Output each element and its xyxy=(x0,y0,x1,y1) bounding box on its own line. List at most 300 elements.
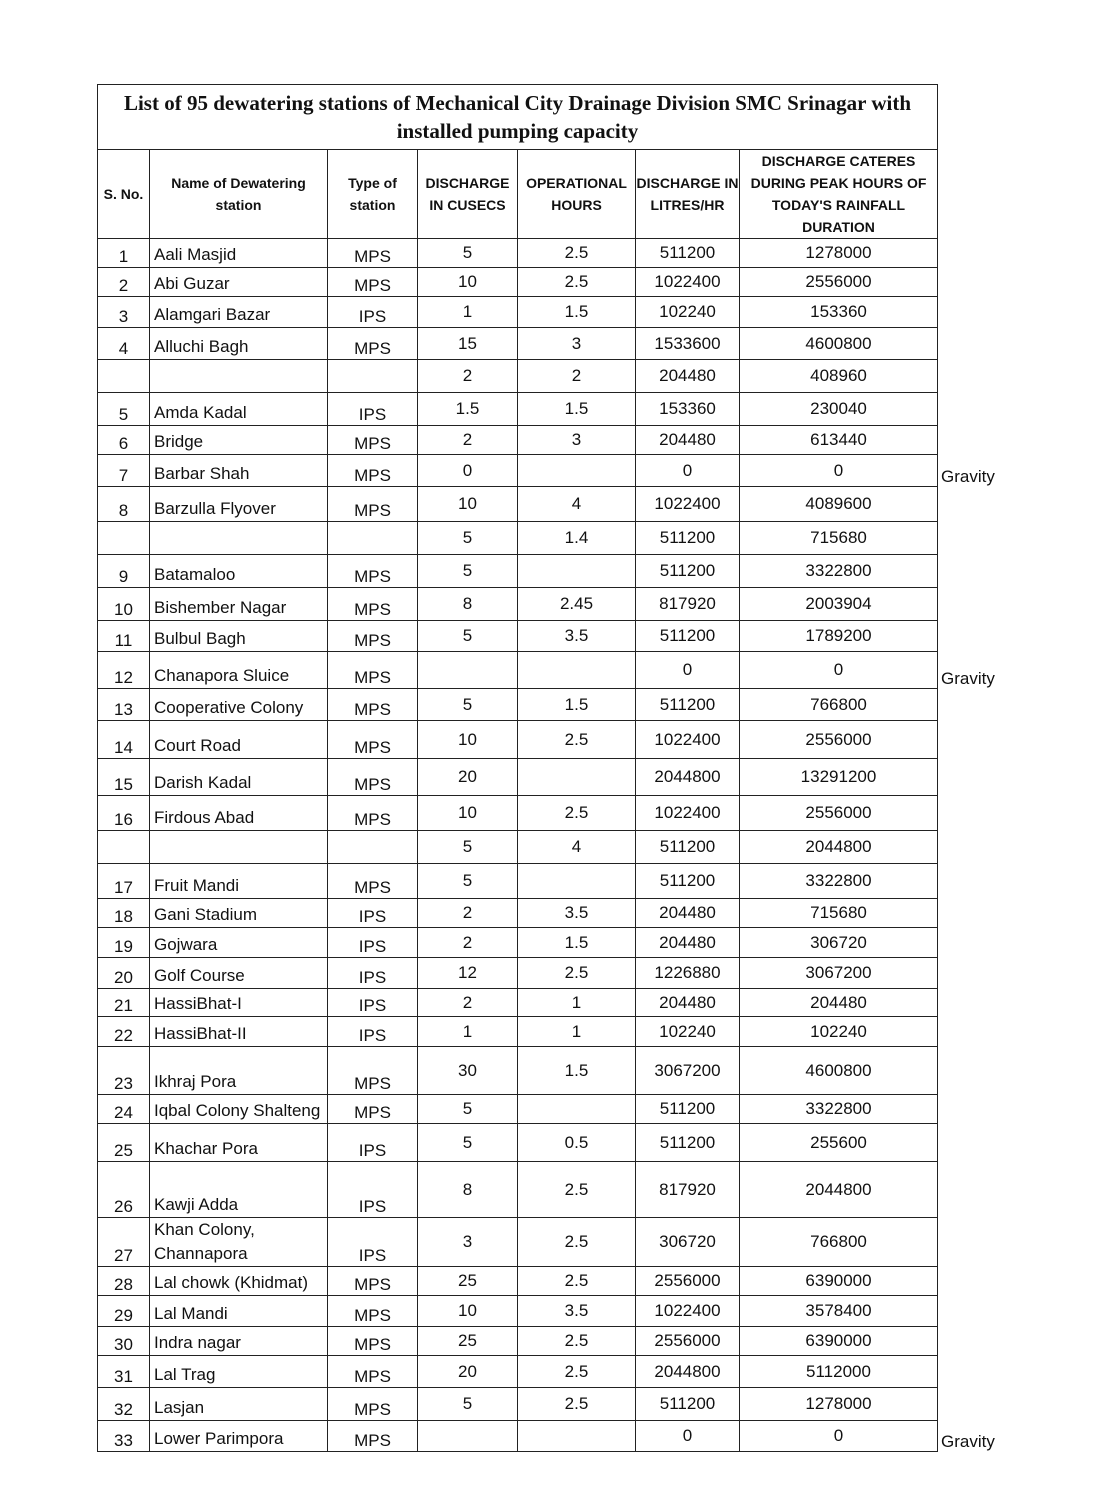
row-discharge-cusecs: 5 xyxy=(418,555,518,588)
row-discharge-cusecs: 2 xyxy=(418,928,518,958)
row-operational-hours: 1 xyxy=(518,989,636,1017)
row-note xyxy=(938,1124,1018,1162)
table-row xyxy=(98,621,1018,652)
row-sno: 7 xyxy=(98,455,150,487)
row-sno: 20 xyxy=(98,958,150,989)
row-discharge-litres: 511200 xyxy=(636,689,740,721)
row-station-name: Alamgari Bazar xyxy=(150,297,328,328)
table-row xyxy=(98,831,1018,864)
row-station-type: MPS xyxy=(328,328,418,360)
row-discharge-cusecs xyxy=(418,652,518,689)
row-peak-discharge: 3578400 xyxy=(740,1296,938,1327)
table-row xyxy=(98,928,1018,958)
row-note xyxy=(938,1356,1018,1388)
table-row xyxy=(98,899,1018,928)
row-sno: 18 xyxy=(98,899,150,928)
row-station-type: MPS xyxy=(328,689,418,721)
row-sno: 31 xyxy=(98,1356,150,1388)
row-station-type: IPS xyxy=(328,1017,418,1047)
row-sno xyxy=(98,522,150,555)
row-sno: 33 xyxy=(98,1421,150,1452)
row-discharge-cusecs: 25 xyxy=(418,1267,518,1296)
row-station-type: MPS xyxy=(328,796,418,831)
row-discharge-cusecs: 15 xyxy=(418,328,518,360)
row-note xyxy=(938,864,1018,899)
row-operational-hours: 3 xyxy=(518,426,636,455)
table-row xyxy=(98,689,1018,721)
row-peak-discharge: 0 xyxy=(740,455,938,487)
row-peak-discharge: 230040 xyxy=(740,393,938,426)
row-discharge-cusecs xyxy=(418,1421,518,1452)
row-discharge-litres: 1022400 xyxy=(636,796,740,831)
table-row xyxy=(98,1047,1018,1095)
row-station-type: MPS xyxy=(328,426,418,455)
row-station-type: MPS xyxy=(328,555,418,588)
row-note xyxy=(938,721,1018,759)
row-discharge-litres: 511200 xyxy=(636,864,740,899)
table-row xyxy=(98,1296,1018,1327)
title-spacer xyxy=(938,85,1018,150)
row-discharge-cusecs: 10 xyxy=(418,1296,518,1327)
row-discharge-litres: 511200 xyxy=(636,1388,740,1421)
table-row xyxy=(98,989,1018,1017)
table-row xyxy=(98,1124,1018,1162)
row-operational-hours: 2.5 xyxy=(518,239,636,268)
row-peak-discharge: 102240 xyxy=(740,1017,938,1047)
header-discharge-litres: DISCHARGE IN LITRES/HR xyxy=(636,150,740,239)
row-peak-discharge: 4089600 xyxy=(740,487,938,522)
row-note: Gravity xyxy=(941,668,995,688)
row-sno: 4 xyxy=(98,328,150,360)
row-operational-hours: 2.5 xyxy=(518,958,636,989)
row-discharge-litres: 1022400 xyxy=(636,487,740,522)
row-station-name: Barbar Shah xyxy=(150,455,328,487)
row-note xyxy=(938,958,1018,989)
row-peak-discharge: 4600800 xyxy=(740,1047,938,1095)
row-discharge-cusecs: 1 xyxy=(418,1017,518,1047)
row-sno: 2 xyxy=(98,268,150,297)
row-station-name: Darish Kadal xyxy=(150,759,328,796)
row-discharge-cusecs: 25 xyxy=(418,1327,518,1356)
row-discharge-litres: 511200 xyxy=(636,621,740,652)
row-station-name: Aali Masjid xyxy=(150,239,328,268)
header-operational-hours: OPERATIONAL HOURS xyxy=(518,150,636,239)
row-discharge-cusecs: 20 xyxy=(418,1356,518,1388)
row-discharge-litres: 1022400 xyxy=(636,721,740,759)
row-note xyxy=(938,522,1018,555)
row-sno: 8 xyxy=(98,487,150,522)
row-station-type: IPS xyxy=(328,1124,418,1162)
row-station-name: Abi Guzar xyxy=(150,268,328,297)
row-station-name: Bishember Nagar xyxy=(150,588,328,621)
row-discharge-litres: 2044800 xyxy=(636,1356,740,1388)
row-operational-hours xyxy=(518,759,636,796)
row-discharge-cusecs: 5 xyxy=(418,1095,518,1124)
row-peak-discharge: 5112000 xyxy=(740,1356,938,1388)
row-discharge-cusecs: 2 xyxy=(418,989,518,1017)
row-station-name: Gani Stadium xyxy=(150,899,328,928)
table-row xyxy=(98,864,1018,899)
row-operational-hours: 3.5 xyxy=(518,621,636,652)
row-peak-discharge: 0 xyxy=(740,1421,938,1452)
row-discharge-litres: 0 xyxy=(636,1421,740,1452)
row-note xyxy=(938,796,1018,831)
row-discharge-litres: 2556000 xyxy=(636,1327,740,1356)
row-discharge-litres: 1022400 xyxy=(636,268,740,297)
row-peak-discharge: 3322800 xyxy=(740,1095,938,1124)
row-station-name: Alluchi Bagh xyxy=(150,328,328,360)
row-note: Gravity xyxy=(941,1431,995,1451)
row-note xyxy=(938,989,1018,1017)
row-operational-hours: 2.45 xyxy=(518,588,636,621)
row-discharge-cusecs: 2 xyxy=(418,899,518,928)
row-sno xyxy=(98,360,150,393)
row-operational-hours: 2.5 xyxy=(518,1327,636,1356)
row-sno: 1 xyxy=(98,239,150,268)
row-operational-hours: 1.4 xyxy=(518,522,636,555)
row-station-type: MPS xyxy=(328,239,418,268)
row-peak-discharge: 715680 xyxy=(740,522,938,555)
header-sno: S. No. xyxy=(98,150,150,239)
header-peak-discharge: DISCHARGE CATERES DURING PEAK HOURS OF TODAY'S RAINFALL DURATION xyxy=(740,150,938,239)
row-discharge-cusecs: 5 xyxy=(418,831,518,864)
row-station-type: MPS xyxy=(328,487,418,522)
row-operational-hours: 0.5 xyxy=(518,1124,636,1162)
row-operational-hours: 2.5 xyxy=(518,268,636,297)
row-station-type: IPS xyxy=(328,928,418,958)
row-operational-hours: 1 xyxy=(518,1017,636,1047)
table-row xyxy=(98,1218,1018,1267)
row-note xyxy=(938,1327,1018,1356)
row-note xyxy=(938,621,1018,652)
row-station-name: Barzulla Flyover xyxy=(150,487,328,522)
row-discharge-cusecs: 10 xyxy=(418,487,518,522)
row-sno: 13 xyxy=(98,689,150,721)
row-station-type: MPS xyxy=(328,1356,418,1388)
row-note xyxy=(938,831,1018,864)
row-station-type: MPS xyxy=(328,1267,418,1296)
row-station-type: MPS xyxy=(328,1095,418,1124)
row-discharge-litres: 1226880 xyxy=(636,958,740,989)
row-discharge-litres: 204480 xyxy=(636,426,740,455)
row-operational-hours xyxy=(518,555,636,588)
table-row xyxy=(98,1095,1018,1124)
row-station-name xyxy=(150,522,328,555)
header-row xyxy=(98,150,1018,239)
row-peak-discharge: 0 xyxy=(740,652,938,689)
row-peak-discharge: 13291200 xyxy=(740,759,938,796)
row-station-name: Firdous Abad xyxy=(150,796,328,831)
row-note xyxy=(938,297,1018,328)
row-station-type: MPS xyxy=(328,268,418,297)
row-peak-discharge: 1278000 xyxy=(740,239,938,268)
row-sno xyxy=(98,831,150,864)
header-type: Type of station xyxy=(328,150,418,239)
row-station-name: Gojwara xyxy=(150,928,328,958)
row-discharge-cusecs: 2 xyxy=(418,360,518,393)
row-discharge-litres: 102240 xyxy=(636,297,740,328)
header-spacer xyxy=(938,150,1018,239)
row-operational-hours: 2.5 xyxy=(518,1388,636,1421)
row-discharge-cusecs: 5 xyxy=(418,1388,518,1421)
row-station-name: Khachar Pora xyxy=(150,1124,328,1162)
row-peak-discharge: 613440 xyxy=(740,426,938,455)
row-discharge-cusecs: 1 xyxy=(418,297,518,328)
row-peak-discharge: 715680 xyxy=(740,899,938,928)
header-discharge-cusecs: DISCHARGE IN CUSECS xyxy=(418,150,518,239)
row-sno: 15 xyxy=(98,759,150,796)
row-note xyxy=(938,928,1018,958)
row-sno: 24 xyxy=(98,1095,150,1124)
row-operational-hours: 1.5 xyxy=(518,928,636,958)
row-peak-discharge: 3067200 xyxy=(740,958,938,989)
row-operational-hours: 2.5 xyxy=(518,721,636,759)
row-station-name: Court Road xyxy=(150,721,328,759)
row-sno: 25 xyxy=(98,1124,150,1162)
row-note xyxy=(938,328,1018,360)
row-discharge-litres: 511200 xyxy=(636,522,740,555)
row-discharge-cusecs: 12 xyxy=(418,958,518,989)
row-station-name: Bridge xyxy=(150,426,328,455)
row-station-type: IPS xyxy=(328,1218,418,1267)
row-peak-discharge: 306720 xyxy=(740,928,938,958)
table-row xyxy=(98,297,1018,328)
table-row xyxy=(98,652,1018,689)
row-operational-hours: 2.5 xyxy=(518,796,636,831)
row-discharge-cusecs: 1.5 xyxy=(418,393,518,426)
row-station-name: Golf Course xyxy=(150,958,328,989)
table-row xyxy=(98,328,1018,360)
row-discharge-litres: 817920 xyxy=(636,588,740,621)
row-operational-hours: 2.5 xyxy=(518,1218,636,1267)
row-discharge-litres: 3067200 xyxy=(636,1047,740,1095)
row-discharge-litres: 204480 xyxy=(636,928,740,958)
row-discharge-litres: 511200 xyxy=(636,555,740,588)
row-operational-hours: 2.5 xyxy=(518,1162,636,1218)
row-peak-discharge: 2556000 xyxy=(740,721,938,759)
row-station-type: IPS xyxy=(328,393,418,426)
row-station-name: Lal chowk (Khidmat) xyxy=(150,1267,328,1296)
row-peak-discharge: 766800 xyxy=(740,1218,938,1267)
row-station-name: Kawji Adda xyxy=(150,1162,328,1218)
row-operational-hours: 2.5 xyxy=(518,1267,636,1296)
table-row xyxy=(98,796,1018,831)
row-station-type: MPS xyxy=(328,864,418,899)
row-peak-discharge: 255600 xyxy=(740,1124,938,1162)
row-station-type: MPS xyxy=(328,1296,418,1327)
document-title: List of 95 dewatering stations of Mechanical City Drainage Division SMC Srinagar with installed pumping capacity xyxy=(98,85,938,150)
row-peak-discharge: 408960 xyxy=(740,360,938,393)
row-sno: 22 xyxy=(98,1017,150,1047)
row-station-name: Lasjan xyxy=(150,1388,328,1421)
table-row xyxy=(98,759,1018,796)
row-note xyxy=(938,1388,1018,1421)
table-row xyxy=(98,1356,1018,1388)
row-peak-discharge: 2044800 xyxy=(740,831,938,864)
row-discharge-cusecs: 8 xyxy=(418,588,518,621)
row-operational-hours xyxy=(518,455,636,487)
table-row xyxy=(98,1421,1018,1452)
row-station-type: MPS xyxy=(328,1327,418,1356)
row-discharge-litres: 204480 xyxy=(636,360,740,393)
row-discharge-cusecs: 5 xyxy=(418,239,518,268)
row-note xyxy=(938,393,1018,426)
row-sno: 10 xyxy=(98,588,150,621)
row-station-type: IPS xyxy=(328,297,418,328)
row-discharge-cusecs: 5 xyxy=(418,522,518,555)
table-row xyxy=(98,455,1018,487)
row-station-name: Chanapora Sluice xyxy=(150,652,328,689)
row-operational-hours: 4 xyxy=(518,487,636,522)
row-peak-discharge: 2044800 xyxy=(740,1162,938,1218)
row-discharge-litres: 2556000 xyxy=(636,1267,740,1296)
row-sno: 21 xyxy=(98,989,150,1017)
row-peak-discharge: 3322800 xyxy=(740,555,938,588)
row-operational-hours: 1.5 xyxy=(518,393,636,426)
row-station-name: Cooperative Colony xyxy=(150,689,328,721)
row-note xyxy=(938,268,1018,297)
row-discharge-cusecs: 5 xyxy=(418,1124,518,1162)
table-row xyxy=(98,958,1018,989)
row-station-name: Ikhraj Pora xyxy=(150,1047,328,1095)
table-row xyxy=(98,360,1018,393)
row-peak-discharge: 1278000 xyxy=(740,1388,938,1421)
table-row xyxy=(98,239,1018,268)
row-discharge-litres: 1022400 xyxy=(636,1296,740,1327)
table-row xyxy=(98,1162,1018,1218)
row-operational-hours xyxy=(518,864,636,899)
row-discharge-litres: 1533600 xyxy=(636,328,740,360)
table-row xyxy=(98,426,1018,455)
row-station-name: Amda Kadal xyxy=(150,393,328,426)
row-station-type xyxy=(328,360,418,393)
row-discharge-litres: 0 xyxy=(636,652,740,689)
row-operational-hours xyxy=(518,1095,636,1124)
row-discharge-litres: 2044800 xyxy=(636,759,740,796)
row-discharge-cusecs: 30 xyxy=(418,1047,518,1095)
row-note xyxy=(938,239,1018,268)
row-sno: 17 xyxy=(98,864,150,899)
row-station-type: MPS xyxy=(328,621,418,652)
row-station-type: MPS xyxy=(328,455,418,487)
row-note xyxy=(938,759,1018,796)
row-station-type: MPS xyxy=(328,1047,418,1095)
row-discharge-litres: 0 xyxy=(636,455,740,487)
row-station-name: Bulbul Bagh xyxy=(150,621,328,652)
row-sno: 9 xyxy=(98,555,150,588)
row-discharge-litres: 511200 xyxy=(636,239,740,268)
row-station-name: Fruit Mandi xyxy=(150,864,328,899)
row-station-name: Lal Mandi xyxy=(150,1296,328,1327)
row-note xyxy=(938,1017,1018,1047)
row-peak-discharge: 6390000 xyxy=(740,1327,938,1356)
table-row xyxy=(98,487,1018,522)
row-station-type: MPS xyxy=(328,652,418,689)
row-discharge-litres: 306720 xyxy=(636,1218,740,1267)
row-station-name: HassiBhat-II xyxy=(150,1017,328,1047)
row-peak-discharge: 3322800 xyxy=(740,864,938,899)
row-station-type: MPS xyxy=(328,721,418,759)
row-note: Gravity xyxy=(941,466,995,486)
row-note xyxy=(938,588,1018,621)
row-discharge-litres: 153360 xyxy=(636,393,740,426)
row-station-name xyxy=(150,831,328,864)
table-row xyxy=(98,588,1018,621)
row-discharge-cusecs: 0 xyxy=(418,455,518,487)
row-note xyxy=(938,360,1018,393)
row-operational-hours: 2 xyxy=(518,360,636,393)
row-sno: 26 xyxy=(98,1162,150,1218)
table-row xyxy=(98,1267,1018,1296)
row-sno: 12 xyxy=(98,652,150,689)
row-station-name: Batamaloo xyxy=(150,555,328,588)
row-peak-discharge: 6390000 xyxy=(740,1267,938,1296)
row-operational-hours: 4 xyxy=(518,831,636,864)
row-station-name xyxy=(150,360,328,393)
row-discharge-cusecs: 10 xyxy=(418,268,518,297)
row-note xyxy=(938,426,1018,455)
row-note xyxy=(938,689,1018,721)
row-peak-discharge: 2003904 xyxy=(740,588,938,621)
row-sno: 3 xyxy=(98,297,150,328)
table-row xyxy=(98,555,1018,588)
row-sno: 32 xyxy=(98,1388,150,1421)
table-row xyxy=(98,721,1018,759)
row-station-type: IPS xyxy=(328,989,418,1017)
row-operational-hours: 2.5 xyxy=(518,1356,636,1388)
row-discharge-litres: 511200 xyxy=(636,1124,740,1162)
row-discharge-cusecs: 3 xyxy=(418,1218,518,1267)
row-discharge-litres: 511200 xyxy=(636,831,740,864)
row-discharge-cusecs: 20 xyxy=(418,759,518,796)
row-sno: 23 xyxy=(98,1047,150,1095)
header-name: Name of Dewatering station xyxy=(150,150,328,239)
table-row xyxy=(98,522,1018,555)
table-row xyxy=(98,393,1018,426)
table-row xyxy=(98,1327,1018,1356)
row-station-type xyxy=(328,522,418,555)
row-note xyxy=(938,899,1018,928)
row-operational-hours: 3.5 xyxy=(518,899,636,928)
title-row xyxy=(98,85,1018,150)
row-operational-hours: 1.5 xyxy=(518,689,636,721)
row-sno: 6 xyxy=(98,426,150,455)
table-row xyxy=(98,1017,1018,1047)
row-note xyxy=(938,1162,1018,1218)
row-discharge-litres: 102240 xyxy=(636,1017,740,1047)
row-sno: 14 xyxy=(98,721,150,759)
row-discharge-cusecs: 10 xyxy=(418,721,518,759)
row-sno: 27 xyxy=(98,1218,150,1267)
row-sno: 28 xyxy=(98,1267,150,1296)
row-station-name: Khan Colony, Channapora xyxy=(150,1218,328,1267)
row-operational-hours xyxy=(518,1421,636,1452)
row-station-type: MPS xyxy=(328,588,418,621)
row-note xyxy=(938,555,1018,588)
row-discharge-cusecs: 2 xyxy=(418,426,518,455)
row-operational-hours: 3 xyxy=(518,328,636,360)
row-note xyxy=(938,487,1018,522)
row-peak-discharge: 2556000 xyxy=(740,796,938,831)
dewatering-stations-table xyxy=(97,84,1018,1452)
row-station-name: HassiBhat-I xyxy=(150,989,328,1017)
row-station-type: IPS xyxy=(328,899,418,928)
row-station-name: Indra nagar xyxy=(150,1327,328,1356)
row-operational-hours: 3.5 xyxy=(518,1296,636,1327)
table-row xyxy=(98,1388,1018,1421)
row-sno: 11 xyxy=(98,621,150,652)
row-discharge-cusecs: 10 xyxy=(418,796,518,831)
